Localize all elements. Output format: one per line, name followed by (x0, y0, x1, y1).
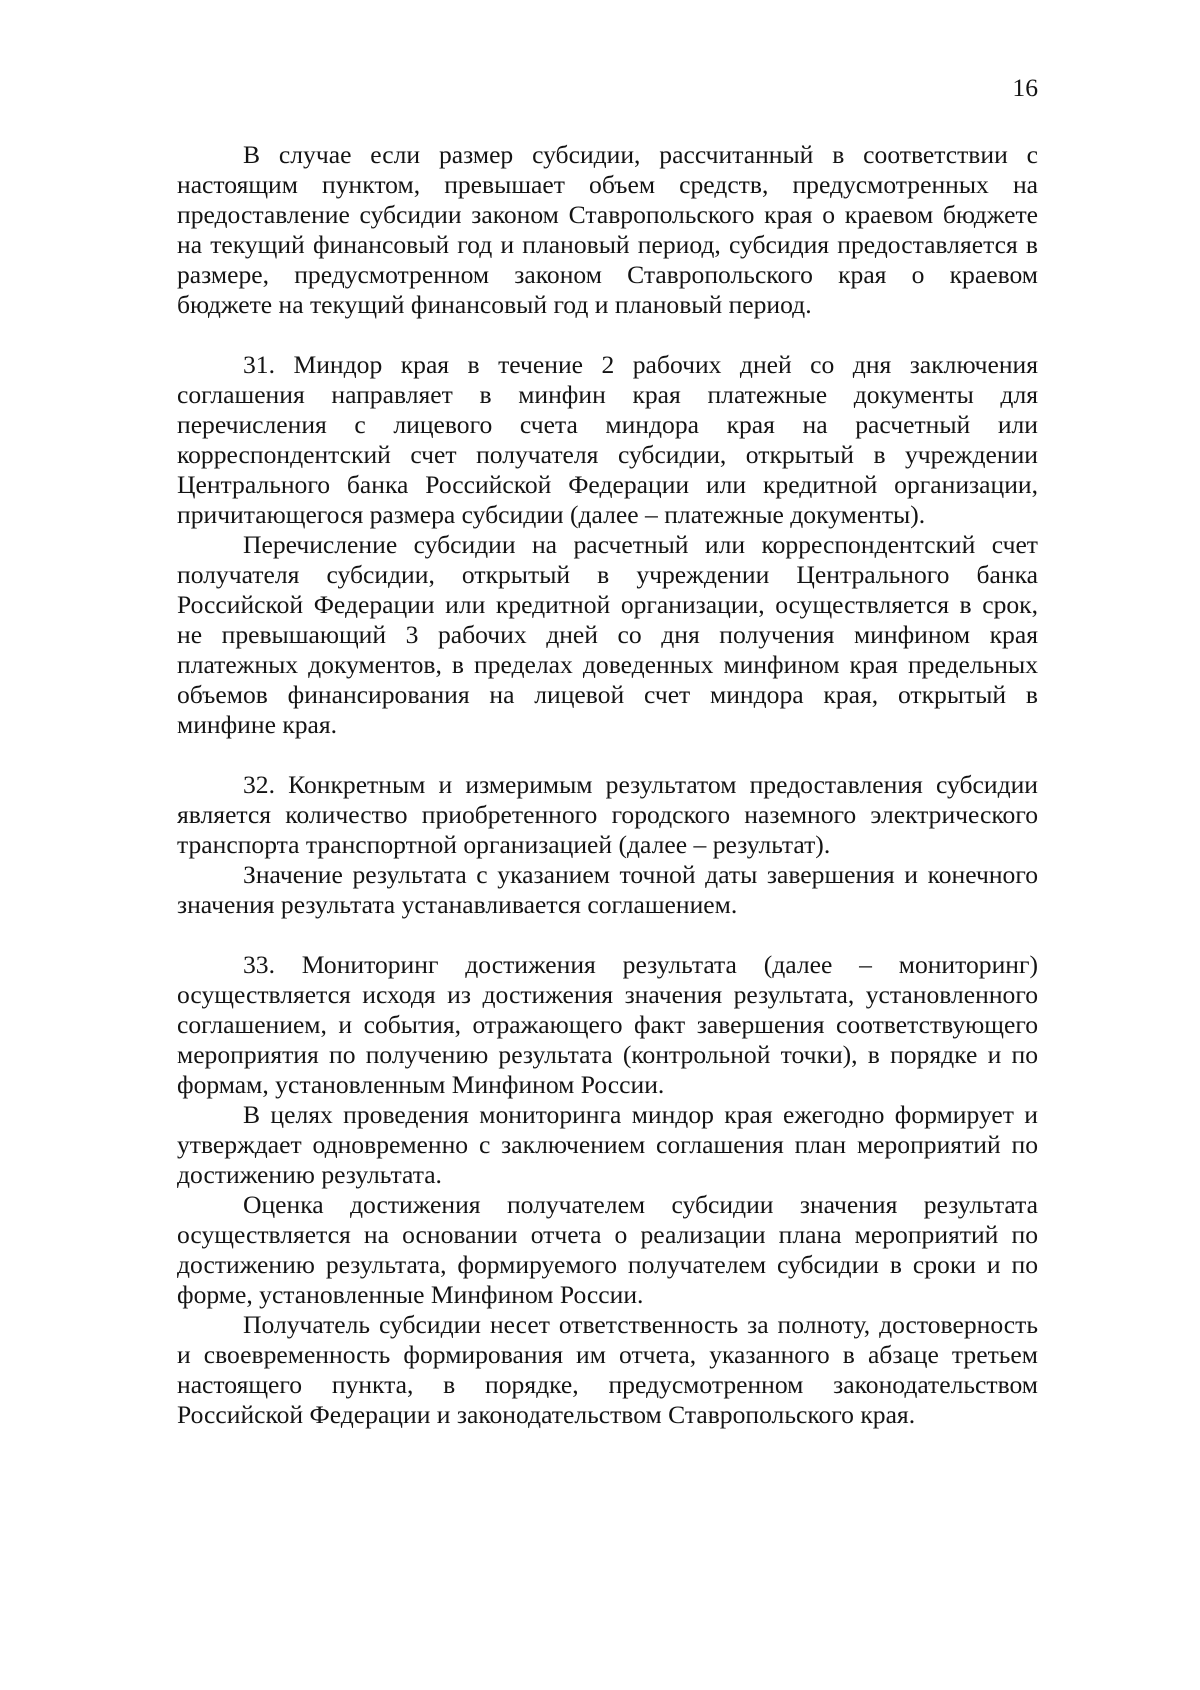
paragraph (177, 770, 1038, 860)
text-line: достижению результата, формируемого получателем субсидии в сроки и по (177, 1250, 1038, 1279)
text-line: достижению результата. (177, 1160, 442, 1189)
text-line: размере, предусмотренном законом Ставропольского края о краевом (177, 260, 1038, 289)
text-section (177, 140, 1038, 320)
text-line: 32. Конкретным и измеримым результатом предоставления субсидии (243, 770, 1038, 799)
paragraph (177, 1190, 1038, 1310)
text-line: минфине края. (177, 710, 338, 739)
text-line: настоящим пунктом, превышает объем средств, предусмотренных на (177, 170, 1038, 199)
text-line: настоящего пункта, в порядке, предусмотренном законодательством (177, 1370, 1038, 1399)
document-body (177, 140, 1038, 1430)
text-line: мероприятия по получению результата (контрольной точки), в порядке и по (177, 1040, 1038, 1069)
text-line: предоставление субсидии законом Ставропольского края о краевом бюджете (177, 200, 1038, 229)
text-line: Российской Федерации и законодательством Ставропольского края. (177, 1400, 916, 1429)
text-line: корреспондентский счет получателя субсидии, открытый в учреждении (177, 440, 1038, 469)
paragraph (177, 530, 1038, 740)
text-section (177, 770, 1038, 920)
text-line: Значение результата с указанием точной даты завершения и конечного (243, 860, 1038, 889)
paragraph (177, 1310, 1038, 1430)
paragraph (177, 350, 1038, 530)
text-line: перечисления с лицевого счета миндора края на расчетный или (177, 410, 1038, 439)
page-number: 16 (1012, 73, 1038, 102)
text-section (177, 950, 1038, 1430)
text-line: Российской Федерации или кредитной организации, осуществляется в срок, (177, 590, 1038, 619)
text-line: формам, установленным Минфином России. (177, 1070, 665, 1099)
text-line: Оценка достижения получателем субсидии значения результата (243, 1190, 1038, 1219)
text-line: является количество приобретенного городского наземного электрического (177, 800, 1038, 829)
text-line: Центрального банка Российской Федерации или кредитной организации, (177, 470, 1038, 499)
text-section (177, 350, 1038, 740)
paragraph (177, 140, 1038, 320)
text-line: утверждает одновременно с заключением соглашения план мероприятий по (177, 1130, 1038, 1159)
text-line: бюджете на текущий финансовый год и плановый период. (177, 290, 812, 319)
text-line: Перечисление субсидии на расчетный или корреспондентский счет (243, 530, 1038, 559)
text-line: платежных документов, в пределах доведенных минфином края предельных (177, 650, 1038, 679)
paragraph (177, 950, 1038, 1100)
text-line: 33. Мониторинг достижения результата (далее – мониторинг) (243, 950, 1038, 979)
text-line: не превышающий 3 рабочих дней со дня получения минфином края (177, 620, 1038, 649)
text-line: соглашения направляет в минфин края платежные документы для (177, 380, 1038, 409)
text-line: В случае если размер субсидии, рассчитанный в соответствии с (243, 140, 1038, 169)
text-line: и своевременность формирования им отчета, указанного в абзаце третьем (177, 1340, 1038, 1369)
paragraph (177, 1100, 1038, 1190)
text-line: форме, установленные Минфином России. (177, 1280, 644, 1309)
text-line: Получатель субсидии несет ответственность за полноту, достоверность (243, 1310, 1038, 1339)
paragraph (177, 860, 1038, 920)
text-line: осуществляется на основании отчета о реализации плана мероприятий по (177, 1220, 1038, 1249)
text-line: объемов финансирования на лицевой счет миндора края, открытый в (177, 680, 1038, 709)
text-line: получателя субсидии, открытый в учреждении Центрального банка (177, 560, 1038, 589)
text-line: значения результата устанавливается соглашением. (177, 890, 738, 919)
text-line: на текущий финансовый год и плановый период, субсидия предоставляется в (177, 230, 1038, 259)
text-line: 31. Миндор края в течение 2 рабочих дней со дня заключения (243, 350, 1038, 379)
text-line: транспорта транспортной организацией (далее – результат). (177, 830, 831, 859)
text-line: соглашением, и события, отражающего факт завершения соответствующего (177, 1010, 1038, 1039)
text-line: причитающегося размера субсидии (далее – платежные документы). (177, 500, 926, 529)
text-line: осуществляется исходя из достижения значения результата, установленного (177, 980, 1038, 1009)
text-line: В целях проведения мониторинга миндор края ежегодно формирует и (243, 1100, 1038, 1129)
